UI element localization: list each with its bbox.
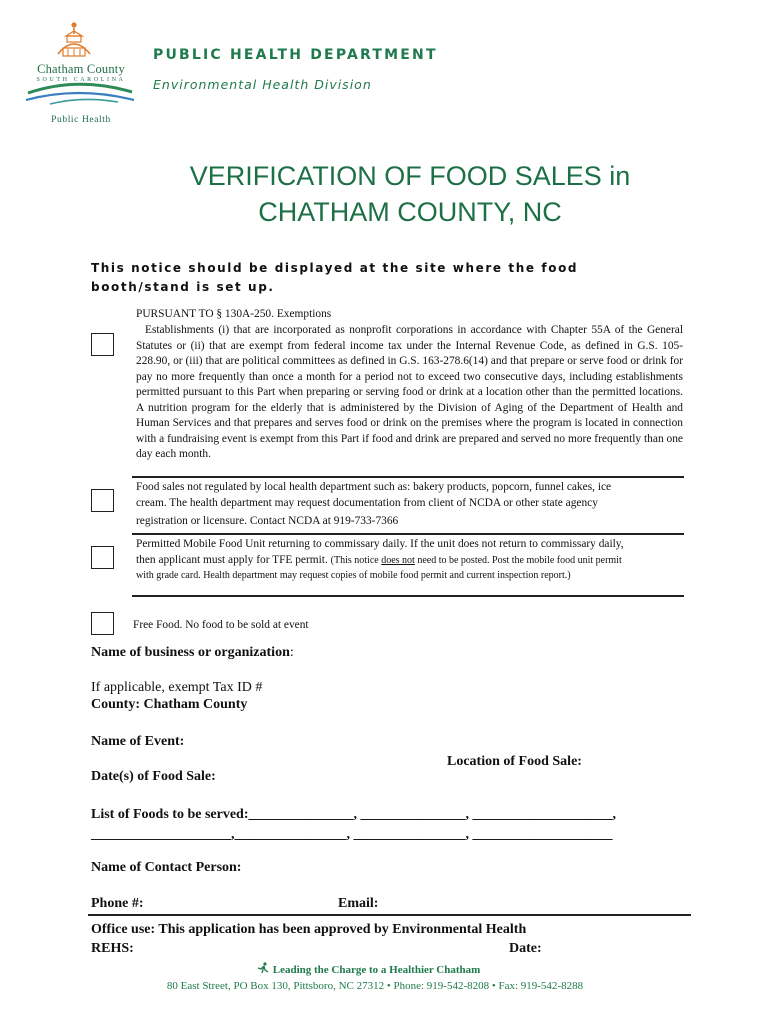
date-label: Date: (509, 941, 542, 956)
mobile-line-2-d: need to be posted. Post the mobile food unit permit (414, 555, 622, 566)
logo-tagline: Public Health (51, 115, 111, 125)
mobile-line-2-a: then applicant must apply for TFE permit. (136, 554, 331, 566)
free-food-label: Free Food. No food to be sold at event (133, 619, 309, 631)
display-notice: This notice should be displayed at the site where the food booth/stand is set up. (91, 261, 579, 294)
section-divider (132, 533, 684, 535)
unregulated-checkbox[interactable] (91, 489, 114, 512)
mobile-line-1: Permitted Mobile Food Unit returning to commissary daily. If the unit does not return to commissary daily, (136, 538, 624, 550)
county-label: County: Chatham County (91, 697, 248, 712)
office-divider (88, 914, 691, 916)
business-name-field (91, 645, 294, 661)
rehs-label: REHS: (91, 941, 134, 956)
contact-person-label: Name of Contact Person: (91, 860, 242, 875)
email-label: Email: (338, 896, 379, 911)
tax-id-label: If applicable, exempt Tax ID # (91, 680, 263, 695)
office-approval-text: Office use: This application has been approved by Environmental Health (91, 922, 527, 937)
mobile-line-2 (136, 553, 622, 569)
business-name-label: Name of business or organization (91, 645, 290, 660)
section-divider (132, 476, 684, 478)
unregulated-line-2: cream. The health department may request documentation from client of NCDA or other state agency (136, 497, 598, 509)
unregulated-line-3: registration or licensure. Contact NCDA at 919-733-7366 (136, 515, 399, 527)
event-name-label: Name of Event: (91, 734, 185, 749)
department-name: PUBLIC HEALTH DEPARTMENT (153, 47, 438, 63)
logo-county-name: Chatham County (37, 62, 125, 76)
foods-list-line-2: ____________________,________________, ________________, ____________________ (91, 827, 613, 842)
business-name-colon: : (289, 645, 294, 660)
exemption-checkbox[interactable] (91, 333, 114, 356)
mobile-line-3: with grade card. Health department may request copies of mobile food permit and current inspection report.) (136, 570, 571, 581)
footer-tagline (256, 962, 480, 976)
mobile-unit-checkbox[interactable] (91, 546, 114, 569)
title-line-1: VERIFICATION OF FOOD SALES in (189, 161, 631, 191)
phone-label: Phone #: (91, 896, 144, 911)
section-divider (132, 595, 684, 597)
footer-tagline-text: Leading the Charge to a Healthier Chatham (272, 964, 481, 976)
unregulated-line-1: Food sales not regulated by local health department such as: bakery products, popcorn, funnel cakes, ice (136, 481, 612, 493)
logo-state: SOUTH CAROLINA (36, 77, 126, 83)
runner-icon (256, 962, 270, 974)
mobile-line-2-b: (This notice (330, 555, 382, 566)
exemption-heading: PURSUANT TO § 130A-250. Exemptions (136, 308, 332, 320)
free-food-checkbox[interactable] (91, 612, 114, 635)
foods-list-line-1: List of Foods to be served:_______________, _______________, ____________________, (91, 807, 616, 822)
exemption-text: Establishments (i) that are incorporated as nonprofit corporations in accordance with Chapter 55A of the General Statutes or (ii) that are exempt from federal income tax under the Internal Revenue Code, as defined in G.S. 105-228.90, or (iii) that are political committees as defined in G.S. 163-278.6(14) and that prepare or serve food or drink for pay no more frequently than once a month for a period not to exceed two consecutive days, including establishments permitted pursuant to this Part when preparing or serving food or drink at a location other than the permitted locations. A nutrition program for the elderly that is administered by the Division of Aging of the Department of Health and Human Services and that prepares and serves food or drink on the premises where the program is located in connection with a fundraising event is exempt from this Part if food and drink are prepared and served no more frequently than one day each month. (136, 324, 683, 460)
location-label: Location of Food Sale: (447, 754, 582, 769)
footer-address: 80 East Street, PO Box 130, Pittsboro, NC 27312 • Phone: 919-542-8208 • Fax: 919-542-8288 (166, 980, 584, 992)
division-name: Environmental Health Division (153, 77, 372, 92)
mobile-line-2-emphasis: does not (381, 555, 415, 566)
title-line-2: CHATHAM COUNTY, NC (258, 197, 562, 227)
dates-label: Date(s) of Food Sale: (91, 769, 216, 784)
